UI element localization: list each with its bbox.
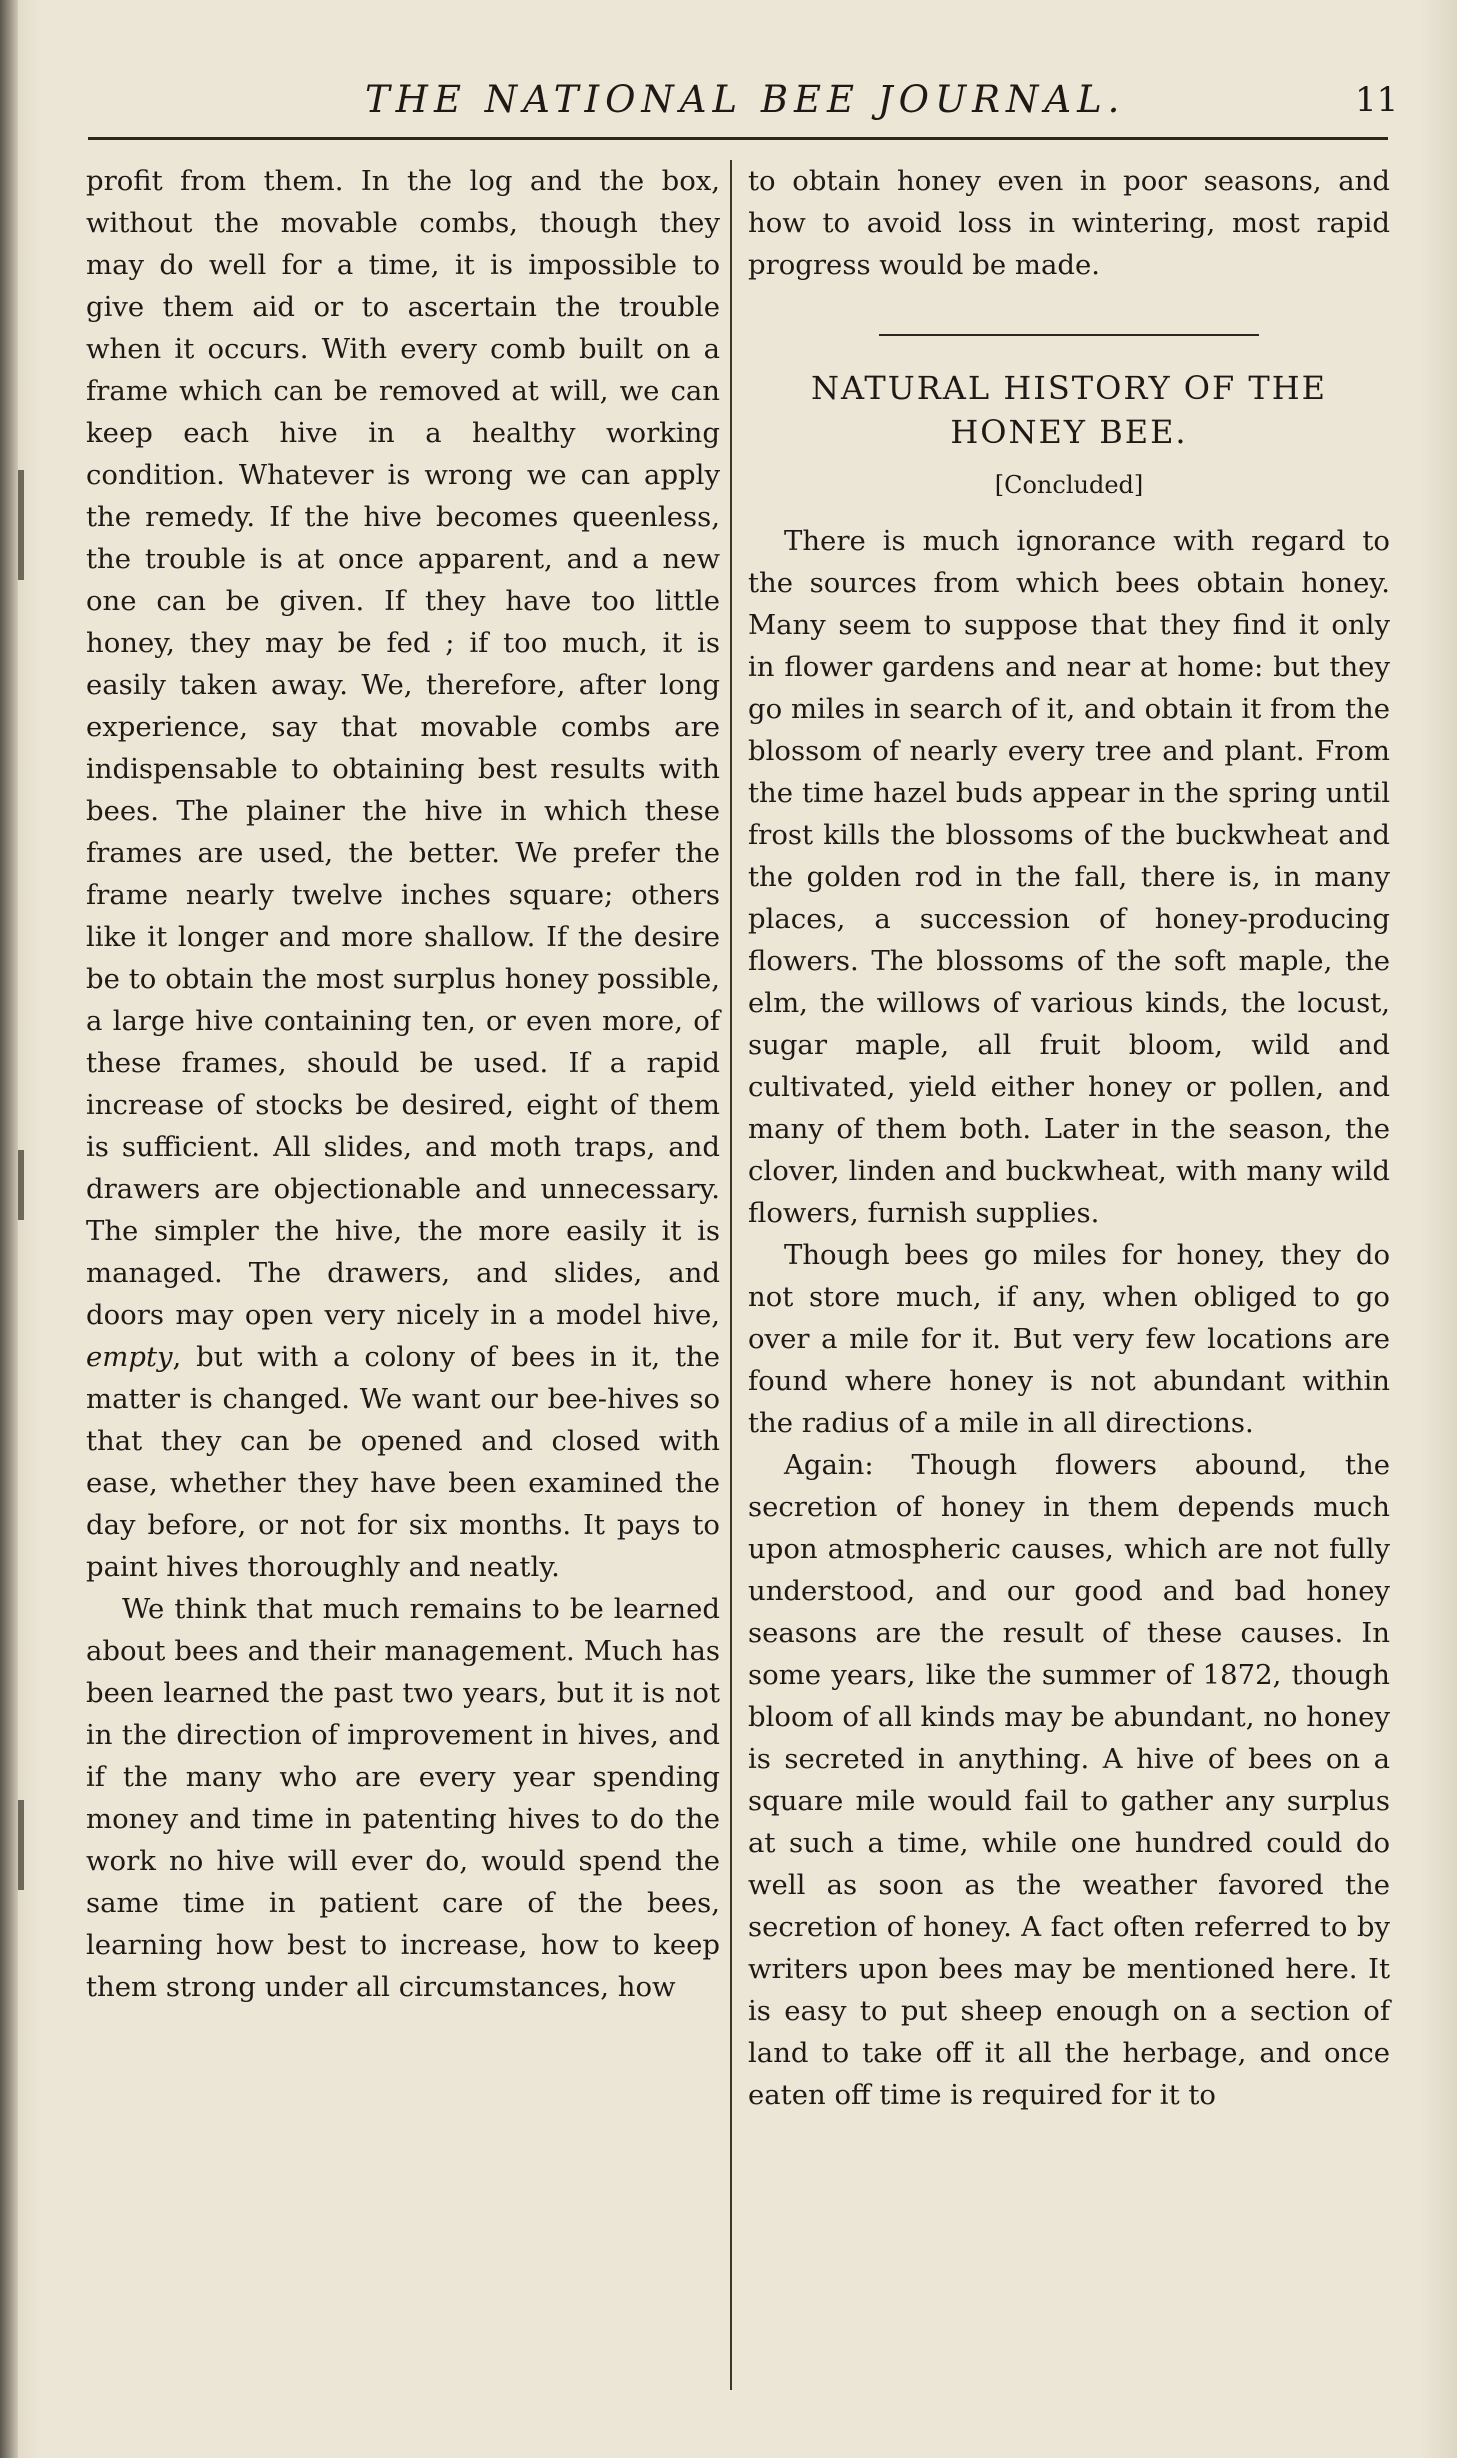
paragraph: Again: Though flowers abound, the secretion of honey in them depends much upon atmospheric causes, which are not fully understood, and our good and bad honey seasons are the result of these causes. In some years, like the summer of 1872, though bloom of all kinds may be abundant, no honey is secreted in anything. A hive of bees on a square mile would fail to gather any surplus at such a time, while one hundred could do well as soon as the weather favored the secretion of honey. A fact often referred to by writers upon bees may be mentioned here. It is easy to put sheep enough on a section of land to take off it all the herbage, and once eaten off time is required for it to (748, 1449, 1390, 2111)
paragraph-text: , but with a colony of bees in it, the matter is changed. We want our bee-hives so that they can be opened and closed with ease, whether they have been examined the day before, or not for six months. It pays to paint hives thoroughly and neatly. (86, 1341, 720, 1583)
paragraph (86, 160, 720, 1588)
right-column (748, 160, 1390, 2116)
paragraph: to obtain honey even in poor seasons, and how to avoid loss in wintering, most rapid progress would be made. (748, 165, 1390, 281)
paragraph: There is much ignorance with regard to the sources from which bees obtain honey. Many seem to suppose that they find it only in flower gardens and near at home: but they go miles in search of it, and obtain it from the blossom of nearly every tree and plant. From the time hazel buds appear in the spring until frost kills the blossoms of the buckwheat and the golden rod in the fall, there is, in many places, a succession of honey-producing flowers. The blossoms of the soft maple, the elm, the willows of various kinds, the locust, sugar maple, all fruit bloom, wild and cultivated, yield either honey or pollen, and many of them both. Later in the season, the clover, linden and buckwheat, with many wild flowers, furnish supplies. (748, 525, 1390, 1229)
article-subtitle: [Concluded] (994, 471, 1144, 499)
paragraph: We think that much remains to be learned about bees and their management. Much has been learned the past two years, but it is not in the direction of improvement in hives, and if the many who are every year spending money and time in patenting hives to do the work no hive will ever do, would spend the same time in patient care of the bees, learning how best to increase, how to keep them strong under all circumstances, how (86, 1593, 720, 2003)
book-spine (0, 0, 18, 2458)
page-number: 11 (1355, 80, 1399, 120)
paragraph-text: profit from them. In the log and the box, without the movable combs, though they may do well for a time, it is impossible to give them aid or to ascertain the trouble when it occurs. With every comb built on a frame which can be removed at will, we can keep each hive in a healthy working condition. Whatever is wrong we can apply the remedy. If the hive becomes queenless, the trouble is at once apparent, and a new one can be given. If they have too little honey, they may be fed ; if too much, it is easily taken away. We, therefore, after long experience, say that movable combs are indispensable to obtaining best results with bees. The plainer the hive in which these frames are used, the better. We prefer the frame nearly twelve inches square; others like it longer and more shallow. If the desire be to obtain the most surplus honey possible, a large hive containing ten, or even more, of these frames, should be used. If a rapid increase of stocks be desired, eight of them is sufficient. All slides, and moth traps, and drawers are objectionable and unnecessary. The simpler the hive, the more easily it is managed. The drawers, and slides, and doors may open very nicely in a model hive, (86, 165, 720, 1331)
article-title: NATURAL HISTORY OF THE HONEY BEE. (811, 369, 1327, 451)
spine-mark (18, 1800, 24, 1890)
spine-mark (18, 470, 24, 580)
header-rule (88, 137, 1388, 140)
column-divider (730, 160, 732, 2390)
running-title: THE NATIONAL BEE JOURNAL. (365, 78, 1126, 121)
section-rule (879, 334, 1259, 336)
paragraph: Though bees go miles for honey, they do not store much, if any, when obliged to go over a mile for it. But very few locations are found where honey is not abundant within the radius of a mile in all directions. (748, 1239, 1390, 1439)
spine-mark (18, 1150, 24, 1220)
emphasis-text: empty (86, 1341, 173, 1373)
left-column (86, 160, 720, 2008)
